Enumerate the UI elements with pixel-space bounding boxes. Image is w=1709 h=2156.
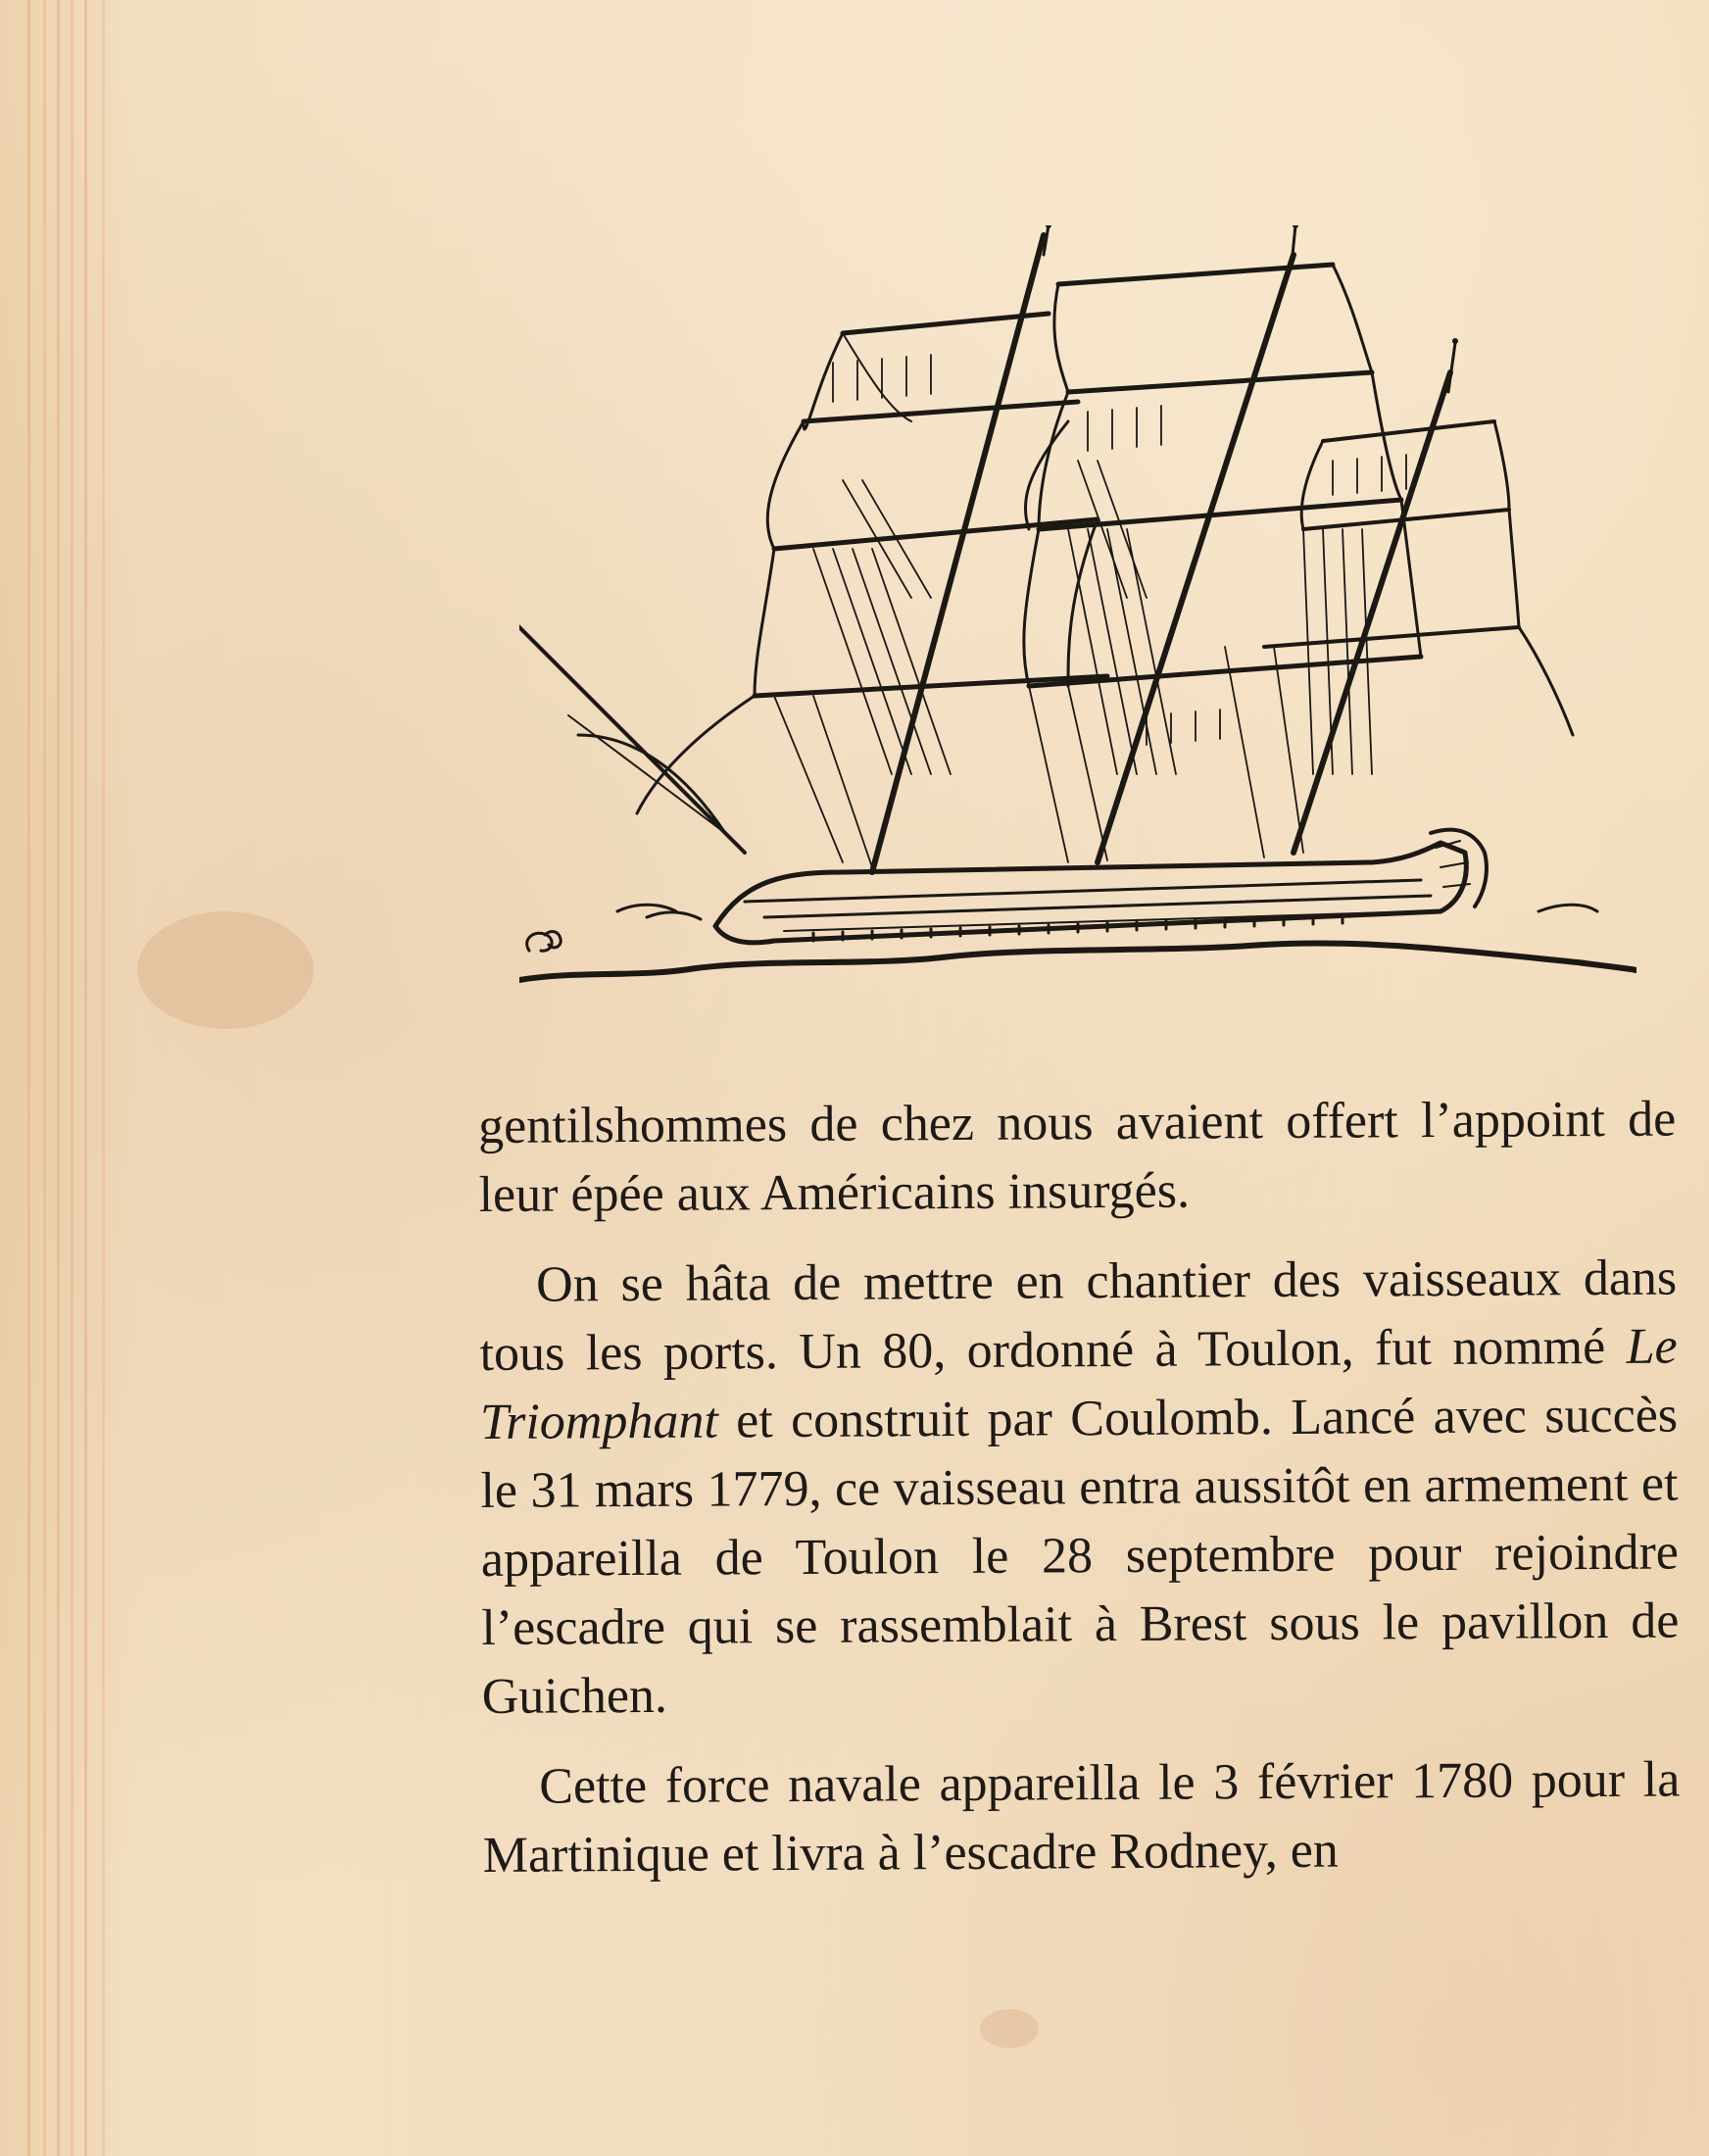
ship-name: Le Triomphant (479, 1318, 1678, 1450)
paragraph-2-text-before: On se hâta de mettre en chantier des vaisseaux dans tous les ports. Un 80, ordonné à Toulon, fut nommé (479, 1250, 1678, 1382)
paragraph-3 (482, 1746, 1681, 1890)
paragraph-2-text-after: et construit par Coulomb. Lancé avec succès le 31 mars 1779, ce vaisseau entra aussitôt en armement et appareilla de Toulon le 28 septembre pour rejoindre l’escadre qui se rassemblait à Brest sous le pavillon de Guichen. (480, 1387, 1680, 1725)
body-text (478, 1086, 1681, 1912)
paragraph-2 (479, 1245, 1680, 1732)
paragraph-1-text: gentilshommes de chez nous avaient offert l’appoint de leur épée aux Américains insurgés. (478, 1091, 1677, 1223)
page-edges (0, 0, 147, 2156)
paragraph-1 (478, 1086, 1677, 1230)
ship-illustration (519, 225, 1636, 1000)
stain (137, 911, 314, 1029)
paragraph-3-text: Cette force navale appareilla le 3 février 1780 pour la Martinique et livra à l’escadre Rodney, en (482, 1751, 1681, 1884)
stain (980, 2009, 1039, 2048)
